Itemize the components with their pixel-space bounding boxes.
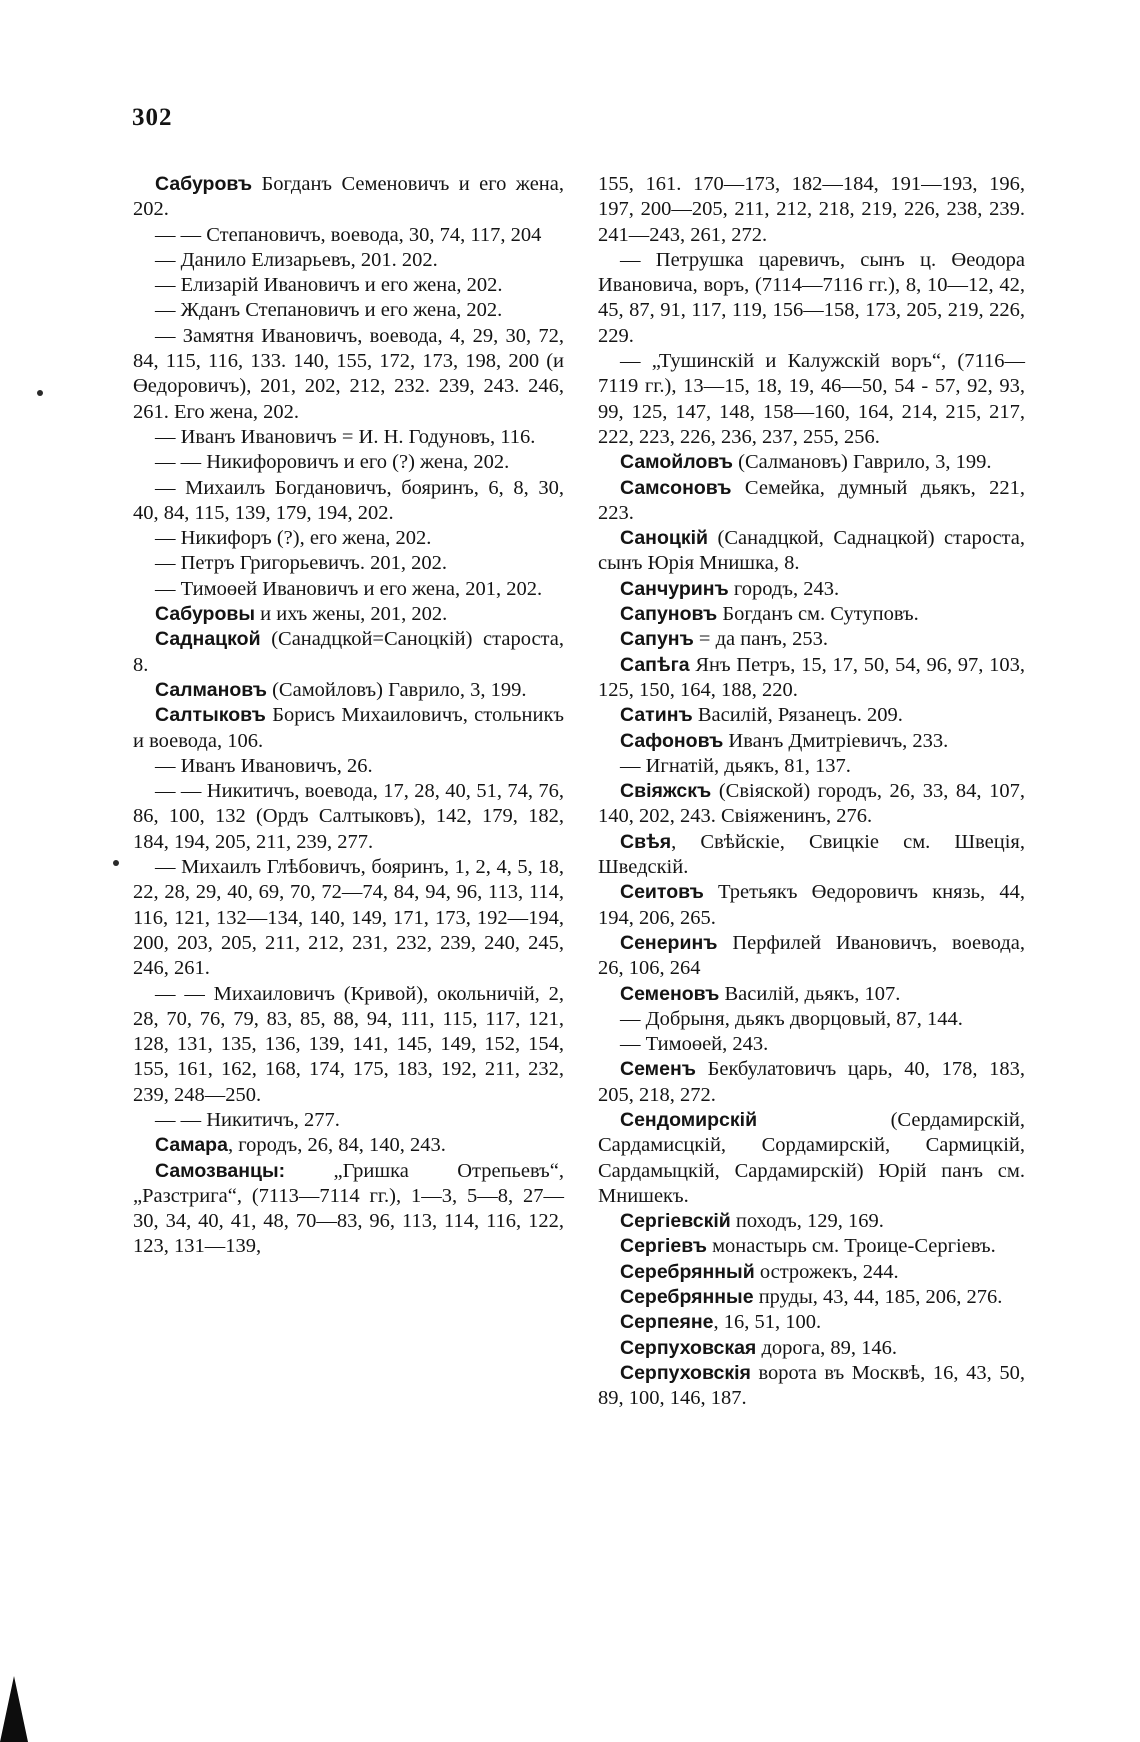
- index-entry: [598, 653, 1025, 704]
- index-entry: [598, 627, 1025, 652]
- entry-text: и ихъ жены, 201, 202.: [255, 603, 448, 626]
- entry-text: — Тимоөей, 243.: [620, 1033, 769, 1056]
- index-entry: [598, 1285, 1025, 1310]
- entry-text: (Свіяской) городъ, 26, 33, 84, 107, 140, 202, 243. Свіяженинъ, 276.: [598, 780, 1025, 828]
- entry-text: Василій, дьякъ, 107.: [719, 982, 901, 1005]
- index-entry: [598, 526, 1025, 577]
- entry-text: — Михаилъ Глѣбовичъ, бояринъ, 1, 2, 4, 5, 18, 22, 28, 29, 40, 69, 70, 72—74, 84, 94, 96, 113, 114, 116, 121, 132—134, 140, 149, 171, 173, 192—194, 200, 203, 205, 211, 212, 231, 232, 239, 240, 245, 246, 261.: [133, 856, 564, 980]
- entry-heading: Сабуровъ: [155, 173, 253, 195]
- margin-dot: [113, 860, 119, 866]
- entry-heading: Сафоновъ: [620, 729, 724, 752]
- index-entry: [598, 1108, 1025, 1209]
- index-entry: [133, 1159, 564, 1260]
- entry-heading: Сапуновъ: [620, 603, 718, 626]
- entry-text: Василій, Рязанецъ. 209.: [692, 704, 903, 727]
- index-entry: [598, 703, 1025, 728]
- entry-text: дорога, 89, 146.: [756, 1336, 897, 1359]
- entry-text: — Тимоөей Ивановичъ и его жена, 201, 202.: [155, 577, 543, 600]
- entry-heading: Серебрянный: [620, 1260, 755, 1283]
- index-entry: [133, 248, 564, 273]
- index-entry: [133, 703, 564, 754]
- entry-text: — Елизарій Ивановичъ и его жена, 202.: [155, 274, 503, 297]
- index-entry: [133, 1133, 564, 1158]
- entry-text: — Никифоръ (?), его жена, 202.: [155, 527, 432, 550]
- entry-heading: Саднацкой: [155, 628, 261, 651]
- entry-text: (Салмановъ) Гаврило, 3, 199.: [733, 451, 992, 474]
- index-entry: [598, 931, 1025, 982]
- entry-heading: Семенъ: [620, 1058, 696, 1081]
- index-entry: [133, 425, 564, 450]
- index-entry: [133, 577, 564, 602]
- entry-text: пруды, 43, 44, 185, 206, 276.: [753, 1286, 1003, 1309]
- entry-text: — — Никитичъ, 277.: [155, 1108, 340, 1131]
- index-entry: [598, 450, 1025, 475]
- entry-heading: Сеитовъ: [620, 881, 704, 904]
- entry-text: — „Тушинскій и Калужскій воръ“, (7116—7119 гг.), 13—15, 18, 19, 46—50, 54 - 57, 92, 93, 99, 125, 147, 148, 158—160, 164, 214, 215, 217, 222, 223, 226, 236, 237, 255, 256.: [598, 350, 1025, 448]
- entry-text: (Самойловъ) Гаврило, 3, 199.: [266, 678, 527, 701]
- entry-text: , Свѣйскіе, Свицкіе см. Швеція, Шведскій.: [598, 830, 1025, 879]
- entry-text: — Михаилъ Богдановичъ, бояринъ, 6, 8, 30, 40, 84, 115, 139, 179, 194, 202.: [133, 476, 564, 524]
- entry-text: — Иванъ Ивановичъ, 26.: [155, 754, 373, 777]
- index-entry: [133, 855, 564, 981]
- entry-heading: Сергіевъ: [620, 1235, 707, 1258]
- index-entry: [598, 248, 1025, 349]
- entry-heading: Сендомирскій: [620, 1108, 758, 1131]
- entry-heading: Сапѣга: [620, 653, 690, 676]
- entry-heading: Самозванцы:: [155, 1159, 286, 1182]
- entry-heading: Свѣя: [620, 830, 672, 853]
- index-entry: [598, 729, 1025, 754]
- margin-dot: [37, 390, 43, 396]
- entry-text: Богданъ см. Сутуповъ.: [717, 603, 919, 626]
- index-entry: [598, 349, 1025, 450]
- index-entry: [598, 1310, 1025, 1335]
- entry-text: „Гришка Отрепьевъ“, „Разстрига“, (7113—7114 гг.), 1—3, 5—8, 27—30, 34, 40, 41, 48, 70—83, 96, 113, 114, 116, 122, 123, 131—139,: [133, 1159, 564, 1258]
- index-entry: [133, 273, 564, 298]
- index-entry: [598, 880, 1025, 931]
- entry-heading: Сапунъ: [620, 628, 694, 651]
- entry-text: Семейка, думный дьякъ, 221, 223.: [598, 476, 1025, 524]
- index-entry: [598, 1032, 1025, 1057]
- index-entry: [133, 754, 564, 779]
- index-entry: [133, 476, 564, 527]
- entry-heading: Сергіевскій: [620, 1210, 731, 1233]
- entry-heading: Серпуховская: [620, 1336, 757, 1359]
- entry-text: Янъ Петръ, 15, 17, 50, 54, 96, 97, 103, 125, 150, 164, 188, 220.: [598, 653, 1025, 701]
- index-entry: [598, 1260, 1025, 1285]
- index-entry: [133, 298, 564, 323]
- entry-heading: Санчуринъ: [620, 577, 729, 600]
- entry-heading: Семеновъ: [620, 982, 720, 1005]
- entry-text: — — Михаиловичъ (Кривой), окольничій, 2, 28, 70, 76, 79, 83, 85, 88, 94, 111, 115, 117, 121, 128, 131, 135, 136, 139, 141, 145, 149, 152, 154, 155, 161, 162, 168, 174, 175, 183, 192, 211, 232, 239, 248—250.: [133, 982, 564, 1106]
- entry-heading: Саноцкій: [620, 527, 709, 550]
- entry-text: монастырь см. Троице-Сергіевъ.: [706, 1235, 996, 1258]
- entry-text: городъ, 243.: [728, 577, 840, 600]
- index-entry: [598, 172, 1025, 248]
- index-entry: [133, 172, 564, 223]
- entry-text: — — Никифоровичъ и его (?) жена, 202.: [155, 451, 510, 474]
- entry-heading: Самсоновъ: [620, 476, 732, 499]
- entry-heading: Серпеяне: [620, 1311, 714, 1334]
- entry-heading: Самара: [155, 1134, 228, 1157]
- page-number: 302: [132, 104, 173, 131]
- entry-text: = да панъ, 253.: [693, 628, 829, 651]
- index-entry: [133, 450, 564, 475]
- entry-text: , городъ, 26, 84, 140, 243.: [227, 1134, 446, 1157]
- entry-text: — — Никитичъ, воевода, 17, 28, 40, 51, 74, 76, 86, 100, 132 (Ордъ Салтыковъ), 142, 179, 182, 184, 194, 205, 211, 239, 277.: [133, 780, 564, 853]
- index-entry: [133, 602, 564, 627]
- entry-text: Богданъ Семеновичъ и его жена, 202.: [133, 173, 564, 221]
- index-entry: [133, 779, 564, 855]
- entry-text: — Добрыня, дьякъ дворцовый, 87, 144.: [620, 1007, 963, 1030]
- entry-heading: Свіяжскъ: [620, 780, 712, 803]
- entry-text: Бекбулатовичъ царь, 40, 178, 183, 205, 218, 272.: [598, 1058, 1025, 1106]
- index-entry: [133, 678, 564, 703]
- index-entry: [133, 551, 564, 576]
- entry-text: (Санадцкой, Саднацкой) староста, сынъ Юрія Мнишка, 8.: [598, 527, 1025, 575]
- index-entry: [598, 779, 1025, 830]
- index-column-right: [598, 172, 1025, 1412]
- entry-text: Перфилей Ивановичъ, воевода, 26, 106, 264: [598, 931, 1025, 980]
- index-entry: [598, 982, 1025, 1007]
- index-entry: [133, 982, 564, 1108]
- index-entry: [598, 1209, 1025, 1234]
- page-corner-mark: [0, 1676, 28, 1742]
- entry-text: — Жданъ Степановичъ и его жена, 202.: [155, 299, 503, 322]
- entry-heading: Сабуровы: [155, 603, 256, 626]
- entry-text: 155, 161. 170—173, 182—184, 191—193, 196, 197, 200—205, 211, 212, 218, 219, 226, 238, 239. 241—243, 261, 272.: [598, 173, 1025, 246]
- entry-heading: Салмановъ: [155, 678, 267, 701]
- entry-text: — Иванъ Ивановичъ = И. Н. Годуновъ, 116.: [155, 425, 536, 448]
- entry-text: — Игнатій, дьякъ, 81, 137.: [620, 754, 851, 777]
- index-entry: [598, 1007, 1025, 1032]
- index-entry: [133, 324, 564, 425]
- index-entry: [133, 526, 564, 551]
- entry-heading: Салтыковъ: [155, 704, 266, 727]
- index-entry: [133, 1108, 564, 1133]
- entry-text: — — Степановичъ, воевода, 30, 74, 117, 204: [155, 223, 542, 246]
- index-entry: [598, 1234, 1025, 1259]
- entry-text: — Петръ Григорьевичъ. 201, 202.: [155, 552, 448, 575]
- entry-text: — Данило Елизарьевъ, 201. 202.: [155, 248, 438, 271]
- index-entry: [598, 1336, 1025, 1361]
- entry-heading: Серпуховскія: [620, 1361, 751, 1384]
- index-entry: [598, 577, 1025, 602]
- entry-text: ворота въ Москвѣ, 16, 43, 50, 89, 100, 146, 187.: [598, 1361, 1025, 1410]
- entry-heading: Сенеринъ: [620, 931, 718, 954]
- index-entry: [598, 754, 1025, 779]
- entry-heading: Самойловъ: [620, 451, 733, 474]
- entry-text: Третьякъ Өедоровичъ князь, 44, 194, 206, 265.: [598, 881, 1025, 929]
- entry-text: , 16, 51, 100.: [713, 1311, 822, 1334]
- entry-text: походъ, 129, 169.: [730, 1210, 884, 1233]
- entry-text: острожекъ, 244.: [754, 1260, 899, 1283]
- entry-text: Иванъ Дмитріевичъ, 233.: [723, 729, 949, 752]
- index-entry: [598, 830, 1025, 881]
- index-entry: [133, 223, 564, 248]
- entry-text: (Сердамирскій, Сардамисцкій, Сордамирскій, Сармицкій, Сардамыцкій, Сардамирскій) Юрій панъ см. Мнишекъ.: [598, 1108, 1025, 1207]
- index-entry: [133, 627, 564, 678]
- entry-text: (Санадцкой=Саноцкій) староста, 8.: [133, 628, 564, 676]
- entry-heading: Сатинъ: [620, 704, 693, 727]
- entry-heading: Серебрянные: [620, 1286, 754, 1309]
- entry-text: — Петрушка царевичъ, сынъ ц. Өеодора Ивановича, воръ, (7114—7116 гг.), 8, 10—12, 42, 45, 87, 91, 117, 119, 156—158, 173, 205, 219, 226, 229.: [598, 248, 1025, 347]
- index-column-left: [133, 172, 564, 1260]
- index-entry: [598, 1057, 1025, 1108]
- entry-text: Борисъ Михаиловичъ, стольникъ и воевода, 106.: [133, 704, 564, 752]
- index-entry: [598, 476, 1025, 527]
- index-entry: [598, 1361, 1025, 1412]
- entry-text: — Замятня Ивановичъ, воевода, 4, 29, 30, 72, 84, 115, 116, 133. 140, 155, 172, 173, 198, 200 (и Өедоровичъ), 201, 202, 212, 232. 239, 243. 246, 261. Его жена, 202.: [133, 324, 564, 423]
- index-entry: [598, 602, 1025, 627]
